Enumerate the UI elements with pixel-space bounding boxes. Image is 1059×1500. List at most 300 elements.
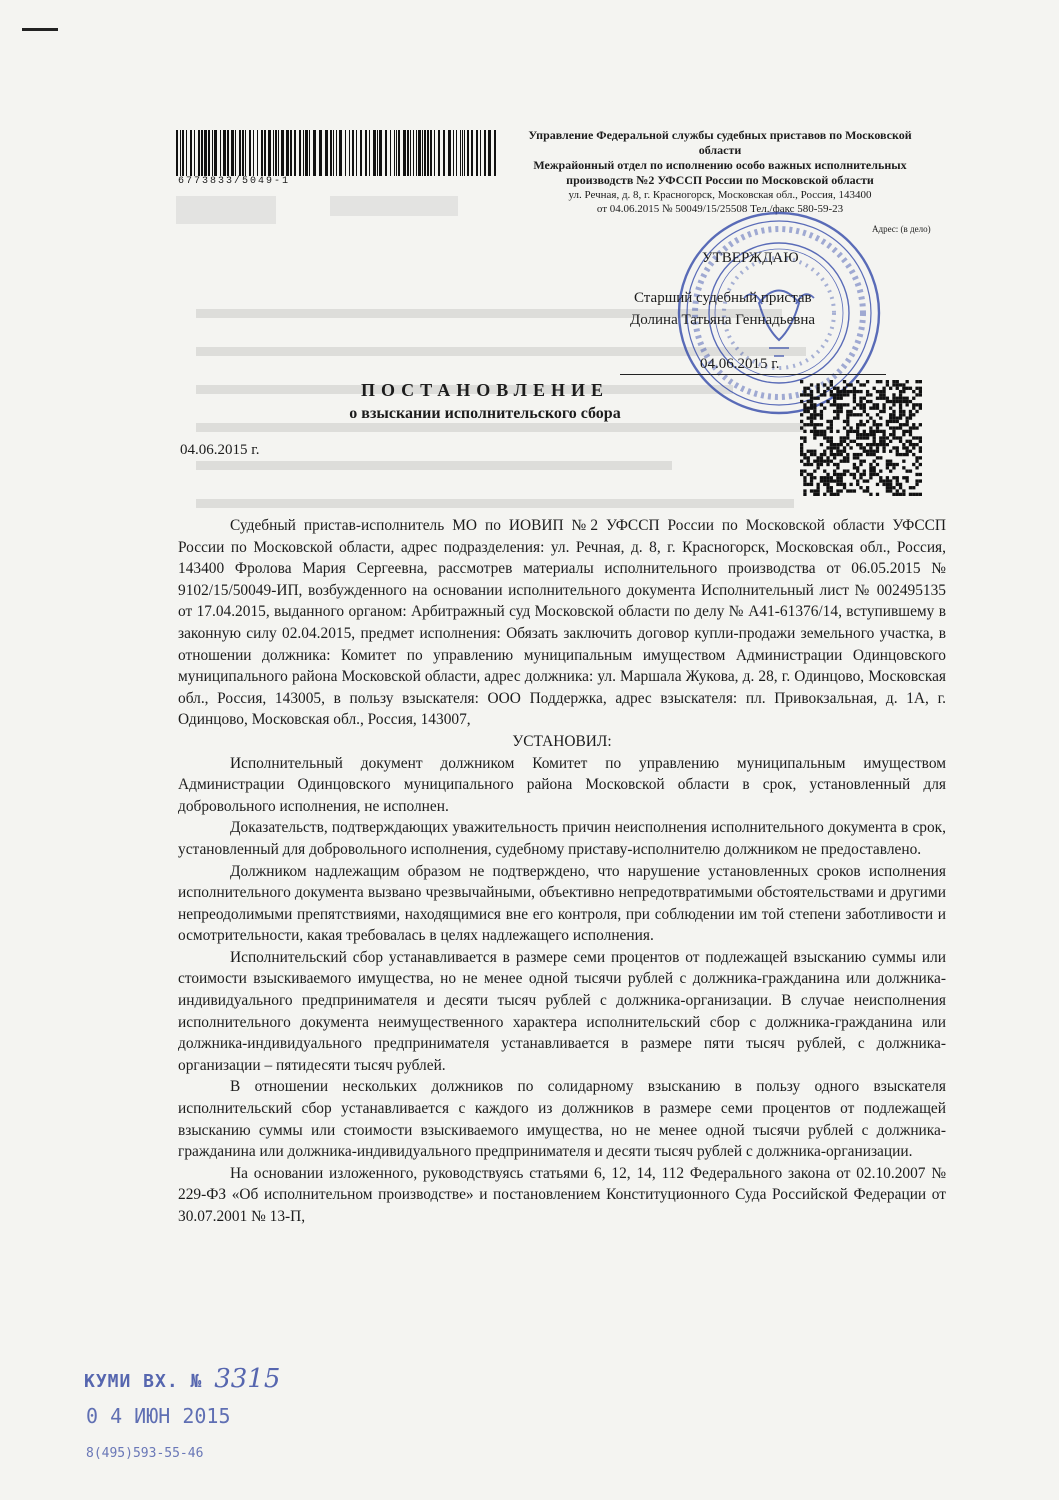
qr-module: [863, 473, 866, 476]
qr-module: [840, 390, 843, 393]
qr-module: [803, 479, 806, 482]
incoming-number: 3315: [214, 1364, 281, 1394]
qr-module: [899, 403, 902, 406]
qr-module: [853, 397, 856, 400]
qr-module: [859, 403, 862, 406]
barcode-bar: [273, 130, 274, 176]
qr-module: [856, 456, 859, 459]
qr-module: [873, 473, 876, 476]
qr-module: [849, 426, 852, 429]
qr-module: [886, 486, 889, 489]
qr-module: [882, 393, 885, 396]
qr-module: [846, 460, 849, 463]
qr-module: [919, 387, 922, 390]
qr-module: [892, 493, 895, 496]
barcode-bar: [176, 130, 178, 176]
qr-module: [915, 483, 918, 486]
qr-module: [873, 466, 876, 469]
barcode-bar: [198, 130, 200, 176]
qr-module: [912, 413, 915, 416]
qr-module: [873, 430, 876, 433]
qr-module: [866, 393, 869, 396]
qr-module: [915, 387, 918, 390]
qr-module: [896, 450, 899, 453]
qr-module: [810, 423, 813, 426]
qr-module: [892, 420, 895, 423]
qr-module: [826, 463, 829, 466]
established-heading: УСТАНОВИЛ:: [512, 732, 612, 750]
barcode-bar: [352, 130, 354, 176]
qr-module: [919, 403, 922, 406]
qr-module: [869, 469, 872, 472]
qr-module: [820, 460, 823, 463]
qr-module: [892, 380, 895, 383]
qr-module: [889, 489, 892, 492]
barcode-bar: [377, 130, 378, 176]
qr-module: [810, 407, 813, 410]
qr-module: [866, 489, 869, 492]
qr-module: [813, 426, 816, 429]
qr-module: [813, 460, 816, 463]
approval-date: 04.06.2015 г.: [700, 356, 780, 372]
qr-module: [863, 469, 866, 472]
qr-module: [840, 460, 843, 463]
qr-module: [830, 489, 833, 492]
qr-module: [816, 460, 819, 463]
qr-module: [899, 423, 902, 426]
qr-module: [896, 397, 899, 400]
qr-module: [896, 426, 899, 429]
barcode-bar: [494, 130, 496, 176]
qr-module: [836, 466, 839, 469]
qr-module: [823, 460, 826, 463]
qr-module: [896, 489, 899, 492]
qr-module: [843, 469, 846, 472]
corner-mark: [22, 28, 58, 31]
qr-module: [906, 416, 909, 419]
qr-module: [889, 420, 892, 423]
qr-module: [886, 460, 889, 463]
qr-module: [823, 393, 826, 396]
qr-module: [912, 486, 915, 489]
qr-module: [873, 420, 876, 423]
body-paragraph: Доказательств, подтверждающих уважительность причин неисполнения исполнительного документа в срок, установленный для добровольного исполнения, судебному приставу-исполнителю должником не предоставлено.: [178, 819, 946, 858]
qr-module: [813, 403, 816, 406]
barcode-bar: [471, 130, 473, 176]
qr-module: [859, 407, 862, 410]
qr-module: [915, 410, 918, 413]
barcode-bar: [223, 130, 226, 176]
qr-module: [853, 407, 856, 410]
qr-module: [820, 430, 823, 433]
qr-module: [833, 397, 836, 400]
qr-module: [869, 430, 872, 433]
qr-module: [836, 397, 839, 400]
qr-module: [896, 479, 899, 482]
qr-module: [873, 423, 876, 426]
qr-module: [826, 440, 829, 443]
qr-module: [826, 473, 829, 476]
dept-name-line2: производств №2 УФССП России по Московской области: [566, 173, 874, 187]
document-body: [178, 515, 946, 1228]
qr-module: [843, 460, 846, 463]
barcode-bar: [231, 130, 234, 176]
qr-module: [846, 469, 849, 472]
qr-module: [803, 390, 806, 393]
qr-module: [896, 463, 899, 466]
qr-module: [807, 416, 810, 419]
qr-module: [820, 393, 823, 396]
body-paragraph: Исполнительный документ должником Комитет по управлению муниципальным имуществом Администрации Одинцовского муниципального района Московской области в срок, установленный для добровольного исполнения, не исполнен.: [178, 754, 946, 815]
barcode-bar: [201, 130, 203, 176]
received-date-stamp: 0 4 ИЮН 2015: [86, 1404, 231, 1428]
qr-module: [810, 430, 813, 433]
qr-module: [899, 453, 902, 456]
qr-module: [807, 463, 810, 466]
qr-module: [869, 463, 872, 466]
qr-module: [902, 387, 905, 390]
barcode-bar: [427, 130, 429, 176]
qr-module: [820, 443, 823, 446]
qr-module: [849, 440, 852, 443]
barcode-bar: [394, 130, 395, 176]
qr-module: [853, 440, 856, 443]
qr-module: [909, 416, 912, 419]
qr-module: [892, 430, 895, 433]
qr-module: [846, 443, 849, 446]
qr-module: [869, 476, 872, 479]
qr-module: [906, 476, 909, 479]
qr-module: [800, 400, 803, 403]
qr-module: [856, 479, 859, 482]
qr-module: [807, 483, 810, 486]
qr-module: [843, 436, 846, 439]
qr-module: [879, 416, 882, 419]
barcode-bar: [416, 130, 417, 176]
qr-module: [823, 390, 826, 393]
qr-module: [840, 436, 843, 439]
qr-module: [810, 450, 813, 453]
qr-module: [886, 400, 889, 403]
qr-module: [889, 450, 892, 453]
qr-module: [856, 403, 859, 406]
qr-module: [813, 407, 816, 410]
qr-module: [899, 493, 902, 496]
barcode-bar: [180, 130, 181, 176]
qr-module: [813, 489, 816, 492]
qr-module: [876, 473, 879, 476]
qr-module: [886, 463, 889, 466]
barcode-bar: [488, 130, 491, 176]
qr-module: [863, 410, 866, 413]
qr-module: [803, 493, 806, 496]
qr-module: [873, 460, 876, 463]
qr-module: [906, 380, 909, 383]
qr-module: [840, 397, 843, 400]
qr-module: [840, 479, 843, 482]
qr-module: [859, 443, 862, 446]
qr-module: [892, 410, 895, 413]
qr-module: [889, 483, 892, 486]
qr-module: [879, 443, 882, 446]
barcode-bar: [194, 130, 195, 176]
qr-module: [879, 440, 882, 443]
qr-module: [882, 479, 885, 482]
qr-module: [803, 436, 806, 439]
barcode-bar: [249, 130, 251, 176]
qr-module: [813, 469, 816, 472]
qr-module: [919, 393, 922, 396]
qr-module: [876, 456, 879, 459]
qr-module: [846, 416, 849, 419]
qr-module: [909, 469, 912, 472]
qr-module: [892, 403, 895, 406]
qr-module: [896, 436, 899, 439]
qr-module: [856, 436, 859, 439]
qr-code: [800, 380, 922, 496]
qr-module: [853, 476, 856, 479]
qr-module: [912, 423, 915, 426]
qr-module: [919, 436, 922, 439]
qr-module: [836, 410, 839, 413]
qr-module: [836, 493, 839, 496]
qr-module: [906, 469, 909, 472]
qr-module: [869, 453, 872, 456]
qr-module: [876, 423, 879, 426]
qr-module: [853, 400, 856, 403]
qr-module: [882, 430, 885, 433]
qr-module: [909, 440, 912, 443]
qr-module: [866, 453, 869, 456]
qr-module: [876, 407, 879, 410]
qr-module: [836, 450, 839, 453]
qr-module: [849, 383, 852, 386]
qr-module: [882, 436, 885, 439]
qr-module: [833, 400, 836, 403]
barcode-bar: [467, 130, 469, 176]
qr-module: [906, 423, 909, 426]
qr-module: [873, 433, 876, 436]
qr-module: [876, 443, 879, 446]
qr-module: [803, 489, 806, 492]
qr-module: [892, 476, 895, 479]
qr-module: [902, 453, 905, 456]
qr-module: [823, 407, 826, 410]
qr-module: [902, 430, 905, 433]
qr-module: [899, 383, 902, 386]
qr-module: [876, 446, 879, 449]
qr-module: [823, 450, 826, 453]
qr-module: [820, 456, 823, 459]
qr-module: [866, 443, 869, 446]
qr-module: [800, 426, 803, 429]
barcode-bar: [379, 130, 382, 176]
qr-module: [892, 413, 895, 416]
qr-module: [836, 430, 839, 433]
qr-module: [899, 426, 902, 429]
org-name-line2: области: [698, 143, 742, 157]
qr-module: [912, 453, 915, 456]
qr-module: [892, 393, 895, 396]
qr-module: [879, 390, 882, 393]
qr-module: [859, 463, 862, 466]
barcode-bar: [453, 130, 454, 176]
qr-module: [803, 393, 806, 396]
barcode-bar: [476, 130, 478, 176]
qr-module: [830, 446, 833, 449]
qr-module: [906, 420, 909, 423]
qr-module: [919, 456, 922, 459]
qr-module: [892, 436, 895, 439]
qr-module: [810, 479, 813, 482]
qr-module: [899, 436, 902, 439]
qr-module: [816, 390, 819, 393]
qr-module: [866, 450, 869, 453]
qr-module: [863, 383, 866, 386]
qr-module: [856, 483, 859, 486]
qr-module: [840, 440, 843, 443]
qr-module: [807, 450, 810, 453]
qr-module: [879, 410, 882, 413]
barcode-bar: [360, 130, 362, 176]
qr-module: [886, 436, 889, 439]
qr-module: [830, 486, 833, 489]
qr-module: [853, 413, 856, 416]
barcode-bar: [242, 130, 244, 176]
qr-module: [853, 390, 856, 393]
qr-module: [906, 403, 909, 406]
reference-line: от 04.06.2015 № 50049/15/25508 Тел./факс 580-59-23: [596, 203, 844, 215]
qr-module: [919, 423, 922, 426]
qr-module: [843, 380, 846, 383]
qr-module: [843, 446, 846, 449]
barcode-bar: [390, 130, 391, 176]
qr-module: [869, 416, 872, 419]
qr-module: [879, 456, 882, 459]
qr-module: [823, 493, 826, 496]
qr-module: [816, 489, 819, 492]
qr-module: [810, 416, 813, 419]
qr-module: [823, 469, 826, 472]
qr-module: [873, 469, 876, 472]
qr-module: [853, 466, 856, 469]
body-paragraph: Исполнительский сбор устанавливается в размере семи процентов от подлежащей взысканию суммы или стоимости взыскиваемого имущества, но не менее одной тысячи рублей с должника-гражданина или должника-индивидуального предпринимателя и десяти тысяч рублей с должника-организации. В случае неисполнения исполнительного документа неимущественного характера исполнительский сбор с должника-гражданина или должника-индивидуального предпринимателя устанавливается в размере пяти тысяч рублей, с должника-организации – пятидесяти тысяч рублей.: [178, 948, 946, 1074]
qr-module: [830, 420, 833, 423]
qr-module: [830, 479, 833, 482]
qr-module: [863, 433, 866, 436]
barcode: [176, 130, 498, 176]
qr-module: [909, 433, 912, 436]
qr-module: [915, 403, 918, 406]
qr-module: [836, 479, 839, 482]
qr-module: [810, 453, 813, 456]
qr-module: [830, 436, 833, 439]
qr-module: [906, 479, 909, 482]
qr-module: [899, 440, 902, 443]
qr-module: [859, 436, 862, 439]
qr-module: [813, 397, 816, 400]
qr-module: [843, 483, 846, 486]
qr-module: [859, 420, 862, 423]
qr-module: [886, 483, 889, 486]
qr-module: [902, 433, 905, 436]
qr-module: [873, 440, 876, 443]
qr-module: [902, 410, 905, 413]
qr-module: [813, 433, 816, 436]
qr-module: [836, 473, 839, 476]
qr-module: [886, 397, 889, 400]
address-label: Адрес: (в дело): [872, 224, 931, 234]
qr-module: [846, 433, 849, 436]
qr-module: [896, 483, 899, 486]
barcode-bar: [281, 130, 284, 176]
qr-module: [889, 469, 892, 472]
qr-module: [912, 436, 915, 439]
qr-module: [840, 483, 843, 486]
qr-module: [810, 393, 813, 396]
qr-module: [836, 489, 839, 492]
barcode-bar: [286, 130, 289, 176]
qr-module: [826, 436, 829, 439]
qr-module: [902, 493, 905, 496]
qr-module: [833, 403, 836, 406]
qr-module: [882, 407, 885, 410]
qr-module: [866, 413, 869, 416]
qr-module: [849, 483, 852, 486]
qr-module: [912, 397, 915, 400]
barcode-number: 6773833/5049-1: [178, 176, 291, 187]
qr-module: [813, 476, 816, 479]
qr-module: [813, 423, 816, 426]
qr-module: [810, 400, 813, 403]
qr-module: [813, 413, 816, 416]
document-date: 04.06.2015 г.: [180, 442, 260, 458]
qr-module: [859, 453, 862, 456]
qr-module: [896, 493, 899, 496]
qr-module: [859, 433, 862, 436]
qr-module: [816, 423, 819, 426]
qr-module: [886, 466, 889, 469]
qr-module: [902, 446, 905, 449]
qr-module: [800, 460, 803, 463]
qr-module: [820, 413, 823, 416]
qr-module: [813, 410, 816, 413]
qr-module: [856, 433, 859, 436]
qr-module: [919, 380, 922, 383]
qr-module: [889, 413, 892, 416]
qr-module: [876, 483, 879, 486]
qr-module: [843, 393, 846, 396]
barcode-bar: [330, 130, 332, 176]
qr-module: [853, 387, 856, 390]
qr-module: [846, 489, 849, 492]
qr-module: [803, 423, 806, 426]
barcode-bar: [186, 130, 187, 176]
qr-module: [879, 479, 882, 482]
barcode-bar: [325, 130, 328, 176]
qr-module: [902, 400, 905, 403]
qr-module: [846, 413, 849, 416]
qr-module: [919, 440, 922, 443]
qr-module: [820, 476, 823, 479]
qr-module: [879, 436, 882, 439]
barcode-bar: [460, 130, 461, 176]
qr-module: [843, 387, 846, 390]
qr-module: [876, 430, 879, 433]
qr-module: [849, 473, 852, 476]
barcode-bar: [212, 130, 213, 176]
barcode-bar: [480, 130, 481, 176]
